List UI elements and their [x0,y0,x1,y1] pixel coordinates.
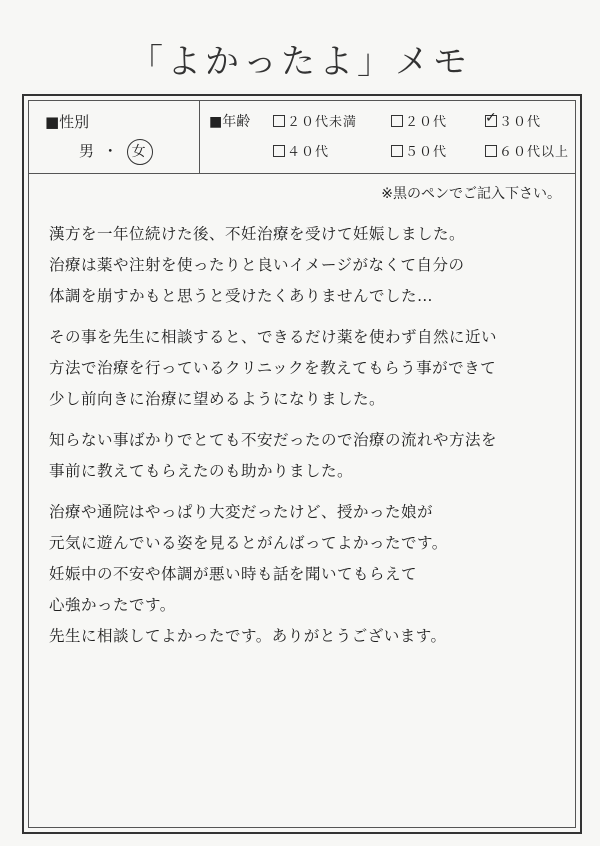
form-inner-border [28,100,576,828]
checkbox-icon[interactable] [485,145,497,157]
comment-line: 元気に遊んでいる姿を見るとがんばってよかったです。 [49,534,448,552]
age-option-under20[interactable]: ２０代未満 [273,111,357,130]
comment-line: その事を先生に相談すると、できるだけ薬を使わず自然に近い [49,328,498,346]
checkbox-icon[interactable] [273,115,285,127]
gender-separator: ・ [102,142,120,160]
age-option-30s[interactable]: ✓ ３０代 [485,111,541,130]
age-option-20s[interactable]: ２０代 [391,111,447,130]
handwritten-comment [49,219,569,652]
age-option-40s[interactable]: ４０代 [273,141,329,160]
pen-instruction: ※黒のペンでご記入下さい。 [381,186,561,202]
gender-label: ■性別 [45,113,90,131]
comment-line: 治療や通院はやっぱり大変だったけど、授かった娘が [49,503,434,521]
comment-line: 方法で治療を行っているクリニックを教えてもらう事ができて [49,359,497,377]
comment-line: 知らない事ばかりでとても不安だったので治療の流れや方法を [49,431,498,449]
form-header [29,101,575,174]
checkbox-icon[interactable] [391,115,403,127]
comment-line: 事前に教えてもらえたのも助かりました。 [49,462,354,480]
age-label: ■年齢 [209,114,251,130]
page-title: 「よかったよ」メモ [129,42,471,82]
comment-line: 体調を崩すかもと思うと受けたくありませんでした… [49,287,434,305]
memo-form [22,94,582,834]
comment-line: 妊娠中の不安や体調が悪い時も話を聞いてもらえて [49,565,418,583]
gender-options [79,139,153,165]
comment-line: 少し前向きに治療に望めるようになりました。 [49,390,386,408]
gender-female-circled[interactable]: 女 [127,139,153,165]
comment-line: 先生に相談してよかったです。ありがとうございます。 [49,627,447,645]
checkbox-icon[interactable] [273,145,285,157]
checked-checkbox-icon[interactable] [485,115,497,127]
gender-male[interactable]: 男 [79,142,97,160]
comment-line: 治療は薬や注射を使ったりと良いイメージがなくて自分の [49,256,465,274]
checkbox-icon[interactable] [391,145,403,157]
age-section [205,101,575,173]
comment-line: 漢方を一年位続けた後、不妊治療を受けて妊娠しました。 [49,225,466,243]
gender-section [29,101,200,173]
comment-line: 心強かったです。 [49,596,176,614]
age-option-60plus[interactable]: ６０代以上 [485,141,569,160]
age-option-50s[interactable]: ５０代 [391,141,447,160]
